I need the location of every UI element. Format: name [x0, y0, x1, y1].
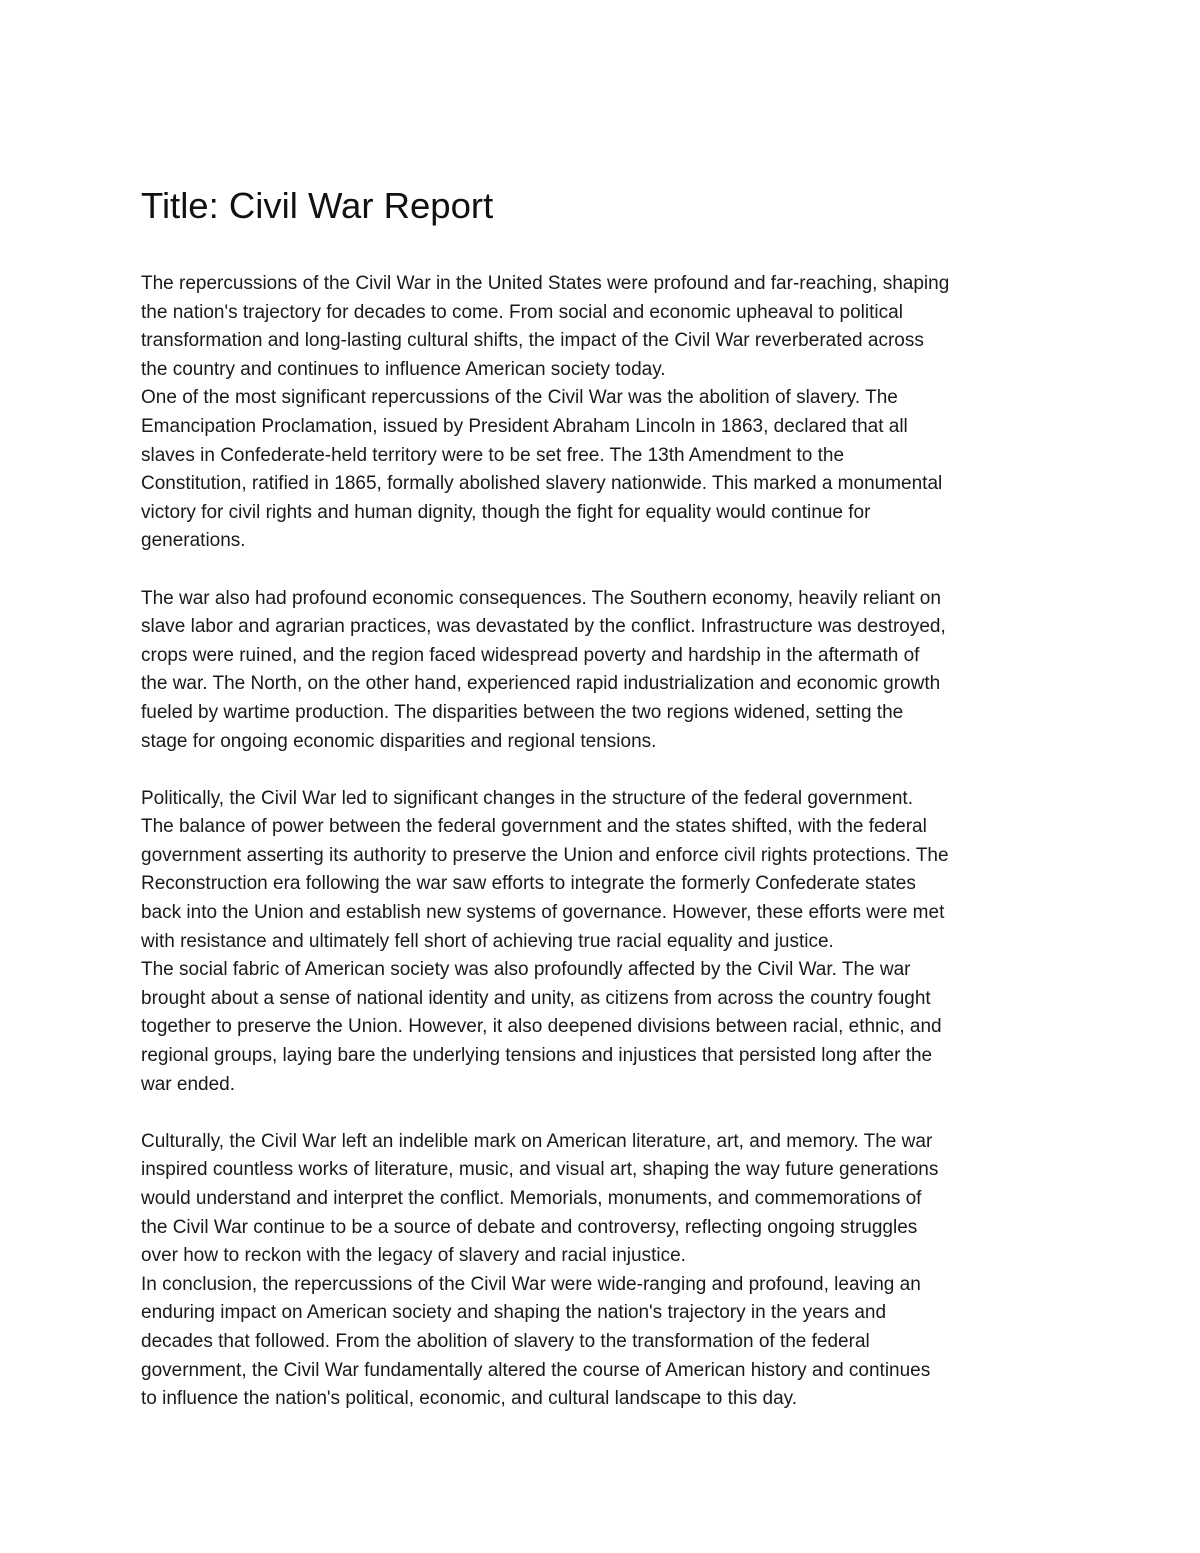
- text-line: victory for civil rights and human dignity, though the fight for equality would continue for: [141, 501, 871, 523]
- paragraph: [141, 785, 1071, 957]
- text-line: Emancipation Proclamation, issued by President Abraham Lincoln in 1863, declared that all: [141, 415, 908, 437]
- text-line: government, the Civil War fundamentally altered the course of American history and continues: [141, 1359, 931, 1381]
- text-line: The war also had profound economic consequences. The Southern economy, heavily reliant on: [141, 587, 941, 609]
- text-line: crops were ruined, and the region faced widespread poverty and hardship in the aftermath of: [141, 644, 920, 666]
- text-line: decades that followed. From the abolition of slavery to the transformation of the federal: [141, 1330, 870, 1352]
- text-line: In conclusion, the repercussions of the Civil War were wide-ranging and profound, leaving an: [141, 1273, 921, 1295]
- paragraph-spacer: [141, 556, 1071, 585]
- paragraph: [141, 585, 1071, 757]
- text-line: Reconstruction era following the war saw efforts to integrate the formerly Confederate states: [141, 873, 916, 895]
- text-line: slaves in Confederate-held territory were to be set free. The 13th Amendment to the: [141, 444, 845, 466]
- text-line: with resistance and ultimately fell short of achieving true racial equality and justice.: [141, 930, 834, 952]
- text-line: stage for ongoing economic disparities and regional tensions.: [141, 730, 657, 752]
- text-line: The repercussions of the Civil War in the United States were profound and far-reaching, shaping: [141, 273, 950, 294]
- text-line: Politically, the Civil War led to significant changes in the structure of the federal government.: [141, 787, 913, 809]
- text-line: transformation and long-lasting cultural shifts, the impact of the Civil War reverberated across: [141, 330, 924, 352]
- paragraph: [141, 1271, 1071, 1414]
- text-line: the country and continues to influence American society today.: [141, 358, 666, 380]
- text-line: generations.: [141, 530, 246, 552]
- text-line: Culturally, the Civil War left an indelible mark on American literature, art, and memory. The war: [141, 1130, 933, 1152]
- text-line: inspired countless works of literature, music, and visual art, shaping the way future generations: [141, 1159, 939, 1181]
- paragraph: [141, 1128, 1071, 1271]
- text-line: The social fabric of American society was also profoundly affected by the Civil War. The war: [141, 959, 911, 981]
- paragraph-spacer: [141, 1099, 1071, 1128]
- document-body: [141, 270, 1071, 1414]
- text-line: The balance of power between the federal government and the states shifted, with the federal: [141, 816, 927, 838]
- text-line: fueled by wartime production. The disparities between the two regions widened, setting the: [141, 701, 904, 723]
- text-line: together to preserve the Union. However, it also deepened divisions between racial, ethnic, and: [141, 1016, 942, 1038]
- text-line: brought about a sense of national identity and unity, as citizens from across the country fought: [141, 987, 931, 1009]
- text-line: war ended.: [141, 1073, 236, 1095]
- paragraph: [141, 384, 1071, 556]
- text-line: One of the most significant repercussions of the Civil War was the abolition of slavery. The: [141, 387, 898, 409]
- text-line: Constitution, ratified in 1865, formally abolished slavery nationwide. This marked a monumental: [141, 473, 943, 495]
- paragraph: [141, 956, 1071, 1099]
- text-line: over how to reckon with the legacy of slavery and racial injustice.: [141, 1245, 686, 1267]
- paragraph: [141, 270, 1071, 384]
- text-line: slave labor and agrarian practices, was devastated by the conflict. Infrastructure was destroyed,: [141, 616, 946, 638]
- paragraph-spacer: [141, 756, 1071, 785]
- text-line: the war. The North, on the other hand, experienced rapid industrialization and economic growth: [141, 673, 941, 695]
- text-line: enduring impact on American society and shaping the nation's trajectory in the years and: [141, 1302, 887, 1324]
- text-line: back into the Union and establish new systems of governance. However, these efforts were met: [141, 902, 945, 924]
- text-line: would understand and interpret the conflict. Memorials, monuments, and commemorations of: [141, 1188, 922, 1209]
- text-line: regional groups, laying bare the underlying tensions and injustices that persisted long after the: [141, 1045, 933, 1067]
- text-line: the nation's trajectory for decades to come. From social and economic upheaval to political: [141, 301, 903, 323]
- text-line: to influence the nation's political, economic, and cultural landscape to this day.: [141, 1388, 798, 1410]
- text-line: government asserting its authority to preserve the Union and enforce civil rights protections. The: [141, 844, 949, 866]
- text-line: the Civil War continue to be a source of debate and controversy, reflecting ongoing struggles: [141, 1216, 918, 1238]
- document-title: Title: Civil War Report: [141, 185, 494, 226]
